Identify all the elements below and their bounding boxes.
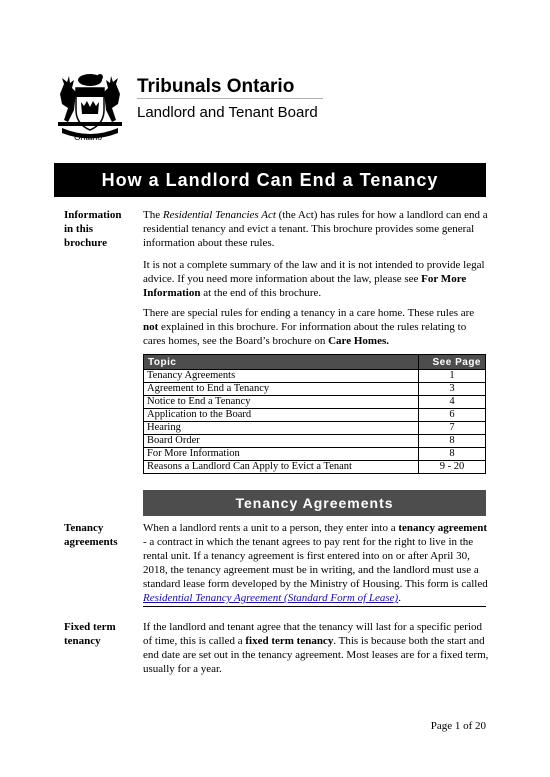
section-heading-banner — [143, 490, 486, 516]
table-row: Reasons a Landlord Can Apply to Evict a Tenant 9 - 20 — [144, 461, 486, 474]
org-subtitle: Landlord and Tenant Board — [137, 104, 318, 121]
topic-table-header — [144, 355, 486, 370]
table-row: Application to the Board 6 — [144, 409, 486, 422]
fixed-term-paragraph: If the landlord and tenant agree that the tenancy will last for a specific period of time, this is called a fixed term tenancy. This is because both the start and end date are set out in the tenancy agreement. Most leases are for a fixed term, usually for a year. — [143, 621, 489, 675]
section-heading: Tenancy Agreements — [235, 495, 394, 511]
tenancy-agreements-label: Tenancy agreements — [64, 522, 118, 548]
org-divider — [137, 98, 323, 99]
logo-caption: Ontario — [74, 132, 102, 142]
topic-table — [143, 354, 486, 474]
page-column-header: See Page — [419, 355, 486, 370]
tenancy-agreements-paragraph: When a landlord rents a unit to a person, they enter into a tenancy agreement - a contract in which the tenant agrees to pay rent for the right to live in the rental unit. If a tenancy agreement is first entered into on or after April 30, 2018, the tenancy agreement must be in writing, and the landlord must use a standard lease form developed by the Ministry of Housing. This form is called Residential Tenancy Agreement (Standard Form of Lease). — [143, 522, 488, 604]
intro-paragraph-2: It is not a complete summary of the law and it is not intended to provide legal advice. If you need more information about the law, please see For More Information at the end of this brochure. — [143, 259, 485, 299]
table-row: Notice to End a Tenancy 4 — [144, 396, 486, 409]
table-row: Hearing 7 — [144, 422, 486, 435]
document-title-banner — [54, 163, 486, 197]
intro-paragraph-1: The Residential Tenancies Act (the Act) has rules for how a landlord can end a residential tenancy and evict a tenant. This brochure provides some general information about these rules. — [143, 209, 488, 249]
table-row: Agreement to End a Tenancy 3 — [144, 383, 486, 396]
table-row: Tenancy Agreements 1 — [144, 370, 486, 383]
org-title: Tribunals Ontario — [137, 76, 295, 97]
intro-paragraph-3: There are special rules for ending a tenancy in a care home. These rules are not explained in this brochure. For information about the rules relating to cares homes, see the Board’s brochure on Care Homes. — [143, 307, 475, 347]
section-divider — [143, 606, 486, 607]
fixed-term-label: Fixed term tenancy — [64, 621, 116, 647]
document-title: How a Landlord Can End a Tenancy — [101, 169, 439, 190]
table-row: Board Order 8 — [144, 435, 486, 448]
intro-side-label: Information in this brochure — [64, 209, 122, 249]
page-number: Page 1 of 20 — [430, 720, 486, 732]
topic-column-header: Topic — [144, 355, 419, 370]
standard-lease-link[interactable]: Residential Tenancy Agreement (Standard Form of Lease) — [143, 592, 399, 604]
table-row: For More Information 8 — [144, 448, 486, 461]
